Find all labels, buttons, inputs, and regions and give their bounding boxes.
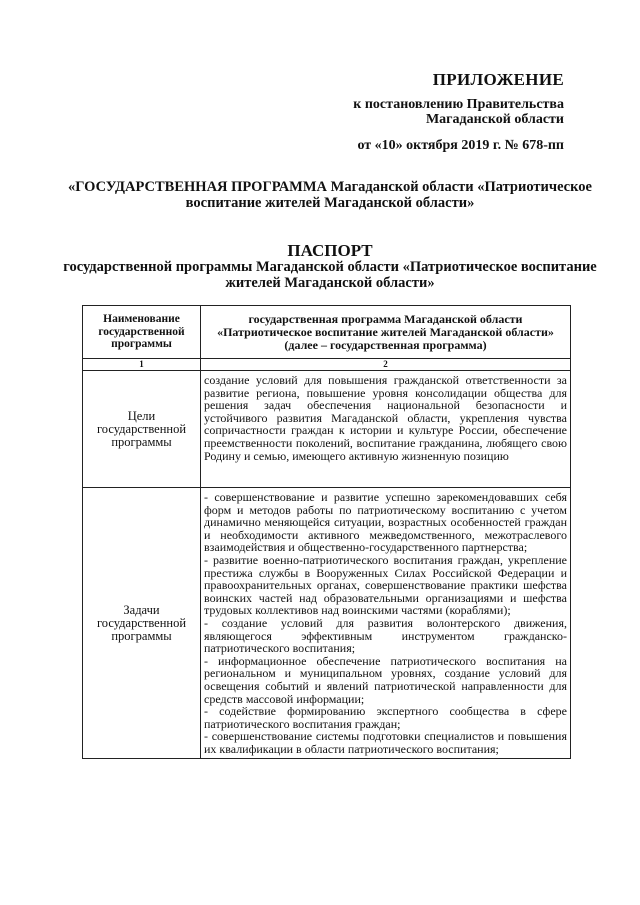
table-row: [83, 488, 571, 759]
table-row: [83, 371, 571, 488]
table-row: [83, 359, 571, 371]
appendix-date: от «10» октября 2019 г. № 678-пп: [357, 138, 564, 153]
passport-subtitle: государственной программы Магаданской области «Патриотическое воспитание жителей Магаданской области»: [63, 259, 597, 291]
column-number-1: 1: [83, 359, 201, 371]
header-right-cell: государственная программа Магаданской области «Патриотическое воспитание жителей Магаданской области» (далее – государственная программа): [201, 306, 571, 359]
task-item: - развитие военно-патриотического воспитания граждан, укрепление престижа службы в Вооруженных Силах Российской Федерации и правоохранительных органах, совершенствование практики шефства воинских частей над образовательными организациями и шефства трудовых коллективов над воинскими частями (кораблями);: [204, 552, 567, 618]
task-item: - совершенствование системы подготовки специалистов и повышения их квалификации в области патриотического воспитания;: [204, 729, 567, 756]
program-title: «ГОСУДАРСТВЕННАЯ ПРОГРАММА Магаданской области «Патриотическое воспитание жителей Магаданской области»: [68, 179, 592, 211]
passport-table: [82, 305, 571, 759]
goals-text: создание условий для повышения гражданской ответственности за развитие региона, повышение уровня консолидации общества для решения задач обеспечения национальной безопасности и устойчивого развития Магаданской области, укрепления чувства сопричастности граждан к истории и культуре России, обеспечение преемственности поколений, воспитание гражданина, любящего свою Родину и семью, имеющего активную жизненную позицию: [201, 371, 571, 488]
tasks-cell: [201, 488, 571, 759]
task-item: - создание условий для развития волонтерского движения, являющегося эффективным инструментом гражданско-патриотического воспитания;: [204, 615, 567, 656]
task-item: - совершенствование и развитие успешно зарекомендовавших себя форм и методов работы по патриотическому воспитанию с учетом динамично меняющейся ситуации, возрастных особенностей граждан и необходимости активного межведомственного, межотраслевого взаимодействия и общественно-государственного партнерства;: [204, 490, 567, 555]
header-left-cell: Наименование государственной программы: [83, 306, 201, 359]
column-number-2: 2: [201, 359, 571, 371]
appendix-title: ПРИЛОЖЕНИЕ: [432, 70, 564, 89]
passport-title: ПАСПОРТ: [287, 241, 373, 260]
tasks-label: Задачи государственной программы: [83, 488, 201, 759]
appendix-reference: к постановлению Правительства Магаданской области: [353, 97, 564, 127]
table-row: [83, 306, 571, 359]
task-item: - информационное обеспечение патриотического воспитания на региональном и муниципальном уровнях, создание условий для освещения событий и явлений патриотической направленности для средств массовой информации;: [204, 653, 567, 706]
task-item: - содействие формированию экспертного сообщества в сфере патриотического воспитания граждан;: [204, 704, 567, 731]
goals-label: Цели государственной программы: [83, 371, 201, 488]
